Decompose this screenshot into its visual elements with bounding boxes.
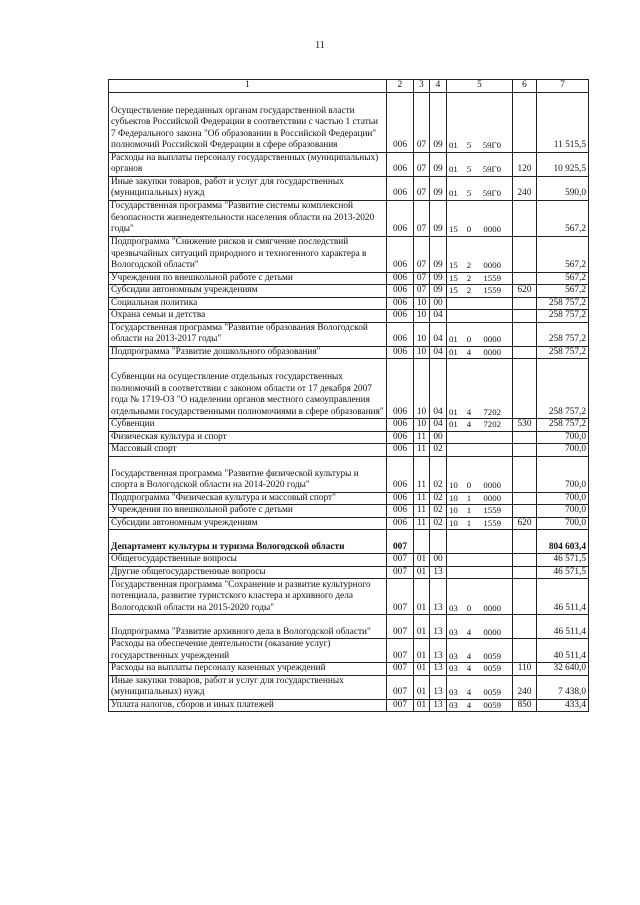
row-name: Расходы на выплаты персоналу казенных учреждений: [109, 663, 387, 676]
target-subprogram: 5: [466, 188, 472, 198]
target-program: 15: [449, 285, 458, 295]
row-expense-type: [513, 346, 537, 359]
target-program: 03: [449, 699, 458, 710]
row-amount: 46 571,5: [537, 554, 589, 567]
row-target-article: [447, 492, 513, 505]
row-target-article: [447, 297, 513, 310]
row-name: Расходы на выплаты персоналу государственных (муниципальных) органов: [109, 152, 387, 176]
table-row: [109, 639, 589, 663]
row-section: 10: [414, 419, 430, 432]
row-grbs: 007: [387, 699, 414, 712]
row-amount: 40 511,4: [537, 639, 589, 663]
table-row: [109, 566, 589, 579]
row-section: 07: [414, 200, 430, 236]
row-amount: 590,0: [537, 176, 589, 200]
table-row: [109, 152, 589, 176]
row-grbs: 006: [387, 176, 414, 200]
table-row: [109, 346, 589, 359]
target-direction: 1559: [483, 517, 501, 528]
row-subsection: 13: [430, 566, 447, 579]
target-program: 03: [449, 663, 458, 673]
row-expense-type: [513, 554, 537, 567]
row-grbs: 007: [387, 579, 414, 615]
budget-table: [108, 79, 589, 712]
row-subsection: 00: [430, 431, 447, 444]
row-subsection: 13: [430, 639, 447, 663]
row-name: Физическая культура и спорт: [109, 431, 387, 444]
row-amount: 567,2: [537, 285, 589, 298]
target-direction: 7202: [483, 419, 501, 429]
target-program: 03: [449, 650, 458, 661]
target-subprogram: 4: [466, 406, 472, 417]
row-amount: 700,0: [537, 431, 589, 444]
row-expense-type: [513, 639, 537, 663]
row-amount: 700,0: [537, 444, 589, 457]
row-expense-type: [513, 615, 537, 639]
row-name: Массовый спорт: [109, 444, 387, 457]
target-subprogram: 2: [466, 272, 472, 283]
table-row: [109, 431, 589, 444]
table-row: [109, 310, 589, 323]
row-subsection: 02: [430, 517, 447, 530]
row-expense-type: [513, 297, 537, 310]
row-name: Субсидии автономным учреждениям: [109, 517, 387, 530]
row-name: Департамент культуры и туризма Вологодской области: [109, 530, 387, 554]
row-target-article: [447, 517, 513, 530]
row-section: 01: [414, 699, 430, 712]
row-target-article: [447, 456, 513, 492]
row-target-article: [447, 579, 513, 615]
target-direction: 59Г0: [482, 140, 501, 150]
row-expense-type: 850: [513, 699, 537, 712]
target-program: 01: [449, 164, 458, 174]
target-direction: 0000: [483, 346, 501, 357]
row-grbs: 006: [387, 310, 414, 323]
row-expense-type: [513, 236, 537, 272]
row-section: 11: [414, 444, 430, 457]
row-expense-type: [513, 92, 537, 152]
target-direction: 0059: [483, 663, 501, 673]
target-direction: 0000: [483, 602, 501, 613]
row-grbs: 006: [387, 272, 414, 285]
target-subprogram: 5: [466, 140, 472, 150]
table-row: [109, 272, 589, 285]
row-expense-type: [513, 310, 537, 323]
row-name: Государственная программа "Сохранение и развитие культурного потенциала, развитие туристского кластера и архивного дела Вологодской области на 2015-2020 годы": [109, 579, 387, 615]
row-section: 11: [414, 505, 430, 518]
row-subsection: 04: [430, 346, 447, 359]
row-section: 07: [414, 285, 430, 298]
header-row: [109, 80, 589, 93]
row-amount: 46 511,4: [537, 615, 589, 639]
row-section: 10: [414, 346, 430, 359]
target-subprogram: 0: [466, 480, 472, 490]
row-amount: 11 515,5: [537, 92, 589, 152]
target-subprogram: 0: [466, 224, 472, 234]
target-direction: 59Г0: [482, 188, 501, 198]
target-program: 01: [449, 346, 458, 357]
row-target-article: [447, 200, 513, 236]
row-subsection: 02: [430, 492, 447, 505]
row-target-article: [447, 699, 513, 712]
target-direction: 0000: [483, 260, 501, 270]
row-section: 11: [414, 456, 430, 492]
row-name: Иные закупки товаров, работ и услуг для государственных (муниципальных) нужд: [109, 176, 387, 200]
row-name: Уплата налогов, сборов и иных платежей: [109, 699, 387, 712]
table-row: [109, 176, 589, 200]
target-subprogram: 2: [466, 260, 472, 270]
row-target-article: [447, 663, 513, 676]
table-row: [109, 675, 589, 699]
target-program: 10: [449, 480, 458, 490]
row-subsection: 13: [430, 675, 447, 699]
row-name: Социальная политика: [109, 297, 387, 310]
row-name: Иные закупки товаров, работ и услуг для государственных (муниципальных) нужд: [109, 675, 387, 699]
target-subprogram: 4: [466, 650, 472, 661]
target-direction: 59Г0: [482, 164, 501, 174]
row-expense-type: 240: [513, 176, 537, 200]
target-program: 01: [449, 406, 458, 417]
row-expense-type: 620: [513, 517, 537, 530]
target-direction: 0059: [483, 687, 501, 697]
row-amount: 433,4: [537, 699, 589, 712]
target-subprogram: 2: [466, 285, 472, 295]
header-cell: 2: [387, 80, 414, 93]
row-grbs: 006: [387, 236, 414, 272]
row-subsection: 13: [430, 579, 447, 615]
row-name: Субвенции на осуществление отдельных государственных полномочий в соответствии с законом области от 17 декабря 2007 года № 1719-ОЗ "О наделении органов местного самоуправления отдельными государственными полномочиями в сфере образования": [109, 359, 387, 419]
row-amount: 258 757,2: [537, 346, 589, 359]
row-amount: 7 438,0: [537, 675, 589, 699]
target-program: 01: [449, 419, 458, 429]
row-amount: 46 571,5: [537, 566, 589, 579]
row-grbs: 006: [387, 152, 414, 176]
target-direction: 1559: [483, 505, 501, 515]
row-name: Государственная программа "Развитие образования Вологодской области на 2013-2017 годы": [109, 322, 387, 346]
row-expense-type: 120: [513, 152, 537, 176]
row-amount: 700,0: [537, 505, 589, 518]
table-row: [109, 236, 589, 272]
row-grbs: 006: [387, 444, 414, 457]
row-section: 07: [414, 152, 430, 176]
target-subprogram: 0: [466, 602, 472, 613]
row-expense-type: 110: [513, 663, 537, 676]
row-section: 07: [414, 272, 430, 285]
row-section: 01: [414, 675, 430, 699]
row-target-article: [447, 152, 513, 176]
row-subsection: 09: [430, 176, 447, 200]
row-subsection: 09: [430, 200, 447, 236]
row-name: Охрана семьи и детства: [109, 310, 387, 323]
row-name: Учреждения по внешкольной работе с детьми: [109, 505, 387, 518]
row-grbs: 006: [387, 92, 414, 152]
row-target-article: [447, 566, 513, 579]
row-amount: 258 757,2: [537, 310, 589, 323]
row-expense-type: [513, 566, 537, 579]
row-target-article: [447, 554, 513, 567]
row-name: Осуществление переданных органам государственной власти субъектов Российской Федерации в соответствии с частью 1 статьи 7 Федерального закона "Об образовании в Российской Федерации" полномочий Российской Федерации в сфере образования: [109, 92, 387, 152]
row-expense-type: [513, 579, 537, 615]
row-section: 10: [414, 359, 430, 419]
row-subsection: [430, 530, 447, 554]
table-row: [109, 359, 589, 419]
target-subprogram: 4: [466, 687, 472, 697]
row-expense-type: 240: [513, 675, 537, 699]
row-section: 10: [414, 322, 430, 346]
row-subsection: 02: [430, 456, 447, 492]
row-target-article: [447, 285, 513, 298]
row-section: 01: [414, 615, 430, 639]
row-grbs: 006: [387, 517, 414, 530]
row-amount: 258 757,2: [537, 419, 589, 432]
row-expense-type: [513, 272, 537, 285]
row-section: 01: [414, 639, 430, 663]
row-subsection: 09: [430, 285, 447, 298]
row-subsection: 04: [430, 310, 447, 323]
row-subsection: 02: [430, 444, 447, 457]
table-row: [109, 663, 589, 676]
row-section: [414, 530, 430, 554]
row-subsection: 09: [430, 92, 447, 152]
row-section: 01: [414, 566, 430, 579]
target-program: 10: [449, 505, 458, 515]
row-section: 11: [414, 517, 430, 530]
row-name: Подпрограмма "Развитие архивного дела в Вологодской области": [109, 615, 387, 639]
row-target-article: [447, 272, 513, 285]
row-grbs: 006: [387, 492, 414, 505]
target-program: 15: [449, 260, 458, 270]
target-program: 01: [449, 188, 458, 198]
row-name: Подпрограмма "Развитие дошкольного образования": [109, 346, 387, 359]
table-body: [109, 92, 589, 712]
row-expense-type: [513, 505, 537, 518]
target-program: 15: [449, 272, 458, 283]
row-subsection: 13: [430, 615, 447, 639]
row-target-article: [447, 176, 513, 200]
table-row: [109, 615, 589, 639]
table-row: [109, 444, 589, 457]
row-name: Учреждения по внешкольной работе с детьми: [109, 272, 387, 285]
row-amount: 567,2: [537, 200, 589, 236]
table-row: [109, 699, 589, 712]
row-amount: 700,0: [537, 456, 589, 492]
target-direction: 0059: [483, 699, 501, 710]
row-grbs: 007: [387, 530, 414, 554]
row-target-article: [447, 615, 513, 639]
target-subprogram: 1: [466, 492, 472, 503]
header-cell: 1: [109, 80, 387, 93]
target-program: 01: [449, 334, 458, 344]
row-subsection: 04: [430, 322, 447, 346]
table-row: [109, 530, 589, 554]
row-name: Субвенции: [109, 419, 387, 432]
row-amount: 700,0: [537, 492, 589, 505]
table-row: [109, 92, 589, 152]
target-subprogram: 0: [466, 334, 472, 344]
row-target-article: [447, 346, 513, 359]
target-program: 10: [449, 517, 458, 528]
row-target-article: [447, 505, 513, 518]
row-grbs: 007: [387, 615, 414, 639]
row-subsection: 04: [430, 359, 447, 419]
row-subsection: 09: [430, 272, 447, 285]
row-amount: 258 757,2: [537, 359, 589, 419]
target-program: 15: [449, 224, 458, 234]
row-target-article: [447, 359, 513, 419]
row-grbs: 006: [387, 419, 414, 432]
row-name: Общегосударственные вопросы: [109, 554, 387, 567]
row-section: 07: [414, 92, 430, 152]
row-name: Другие общегосударственные вопросы: [109, 566, 387, 579]
row-subsection: 04: [430, 419, 447, 432]
row-section: 10: [414, 310, 430, 323]
row-expense-type: [513, 322, 537, 346]
target-program: 03: [449, 602, 458, 613]
row-expense-type: [513, 359, 537, 419]
row-target-article: [447, 92, 513, 152]
row-name: Подпрограмма "Физическая культура и массовый спорт": [109, 492, 387, 505]
row-expense-type: [513, 200, 537, 236]
table-row: [109, 322, 589, 346]
row-target-article: [447, 322, 513, 346]
row-subsection: 00: [430, 297, 447, 310]
table-row: [109, 492, 589, 505]
row-amount: 258 757,2: [537, 297, 589, 310]
table-row: [109, 200, 589, 236]
row-amount: 567,2: [537, 272, 589, 285]
row-subsection: 02: [430, 505, 447, 518]
table-row: [109, 505, 589, 518]
target-program: 03: [449, 687, 458, 697]
row-target-article: [447, 639, 513, 663]
row-target-article: [447, 530, 513, 554]
row-target-article: [447, 236, 513, 272]
row-grbs: 007: [387, 675, 414, 699]
target-direction: 0000: [483, 224, 501, 234]
target-direction: 0059: [483, 650, 501, 661]
row-target-article: [447, 675, 513, 699]
row-grbs: 007: [387, 663, 414, 676]
target-direction: 0000: [483, 492, 501, 503]
row-section: 11: [414, 431, 430, 444]
page-number: 11: [315, 40, 325, 51]
row-amount: 46 511,4: [537, 579, 589, 615]
row-grbs: 006: [387, 456, 414, 492]
target-direction: 0000: [483, 334, 501, 344]
row-name: Расходы на обеспечение деятельности (оказание услуг) государственных учреждений: [109, 639, 387, 663]
target-subprogram: 1: [466, 505, 472, 515]
row-section: 01: [414, 579, 430, 615]
row-expense-type: [513, 456, 537, 492]
table-row: [109, 517, 589, 530]
row-name: Государственная программа "Развитие системы комплексной безопасности жизнедеятельности населения области на 2013-2020 годы": [109, 200, 387, 236]
row-amount: 567,2: [537, 236, 589, 272]
row-expense-type: [513, 444, 537, 457]
table-row: [109, 554, 589, 567]
row-target-article: [447, 431, 513, 444]
row-grbs: 006: [387, 346, 414, 359]
row-grbs: 007: [387, 566, 414, 579]
target-subprogram: 4: [466, 663, 472, 673]
row-amount: 804 603,4: [537, 530, 589, 554]
row-amount: 10 925,5: [537, 152, 589, 176]
row-expense-type: [513, 492, 537, 505]
row-grbs: 006: [387, 200, 414, 236]
row-target-article: [447, 419, 513, 432]
target-program: 01: [449, 140, 458, 150]
row-subsection: 13: [430, 663, 447, 676]
row-expense-type: 620: [513, 285, 537, 298]
row-subsection: 09: [430, 236, 447, 272]
row-expense-type: [513, 431, 537, 444]
row-amount: 258 757,2: [537, 322, 589, 346]
row-name: Подпрограмма "Снижение рисков и смягчение последствий чрезвычайных ситуаций природного и техногенного характера в Вологодской области": [109, 236, 387, 272]
row-subsection: 13: [430, 699, 447, 712]
row-grbs: 006: [387, 359, 414, 419]
table-row: [109, 419, 589, 432]
row-section: 07: [414, 236, 430, 272]
target-direction: 7202: [483, 406, 501, 417]
row-name: Субсидии автономным учреждениям: [109, 285, 387, 298]
row-grbs: 006: [387, 505, 414, 518]
row-grbs: 007: [387, 554, 414, 567]
target-direction: 0000: [483, 626, 501, 637]
target-subprogram: 1: [466, 517, 472, 528]
header-cell: 6: [513, 80, 537, 93]
row-target-article: [447, 444, 513, 457]
row-subsection: 09: [430, 152, 447, 176]
target-program: 10: [449, 492, 458, 503]
target-direction: 1559: [483, 285, 501, 295]
target-subprogram: 4: [466, 346, 472, 357]
header-cell: 5: [447, 80, 513, 93]
target-subprogram: 4: [466, 626, 472, 637]
row-amount: 32 640,0: [537, 663, 589, 676]
table-row: [109, 456, 589, 492]
table-row: [109, 579, 589, 615]
row-grbs: 006: [387, 322, 414, 346]
row-section: 07: [414, 176, 430, 200]
row-expense-type: [513, 530, 537, 554]
row-target-article: [447, 310, 513, 323]
row-section: 10: [414, 297, 430, 310]
header-cell: 3: [414, 80, 430, 93]
target-subprogram: 4: [466, 699, 472, 710]
header-cell: 4: [430, 80, 447, 93]
header-cell: 7: [537, 80, 589, 93]
target-direction: 0000: [483, 480, 501, 490]
target-program: 03: [449, 626, 458, 637]
row-section: 01: [414, 554, 430, 567]
row-subsection: 00: [430, 554, 447, 567]
row-amount: 700,0: [537, 517, 589, 530]
row-section: 01: [414, 663, 430, 676]
row-grbs: 006: [387, 431, 414, 444]
row-grbs: 007: [387, 639, 414, 663]
row-grbs: 006: [387, 297, 414, 310]
target-subprogram: 5: [466, 164, 472, 174]
row-grbs: 006: [387, 285, 414, 298]
target-direction: 1559: [483, 272, 501, 283]
row-name: Государственная программа "Развитие физической культуры и спорта в Вологодской области на 2014-2020 годы": [109, 456, 387, 492]
table-row: [109, 285, 589, 298]
row-section: 11: [414, 492, 430, 505]
target-subprogram: 4: [466, 419, 472, 429]
row-expense-type: 530: [513, 419, 537, 432]
table-row: [109, 297, 589, 310]
